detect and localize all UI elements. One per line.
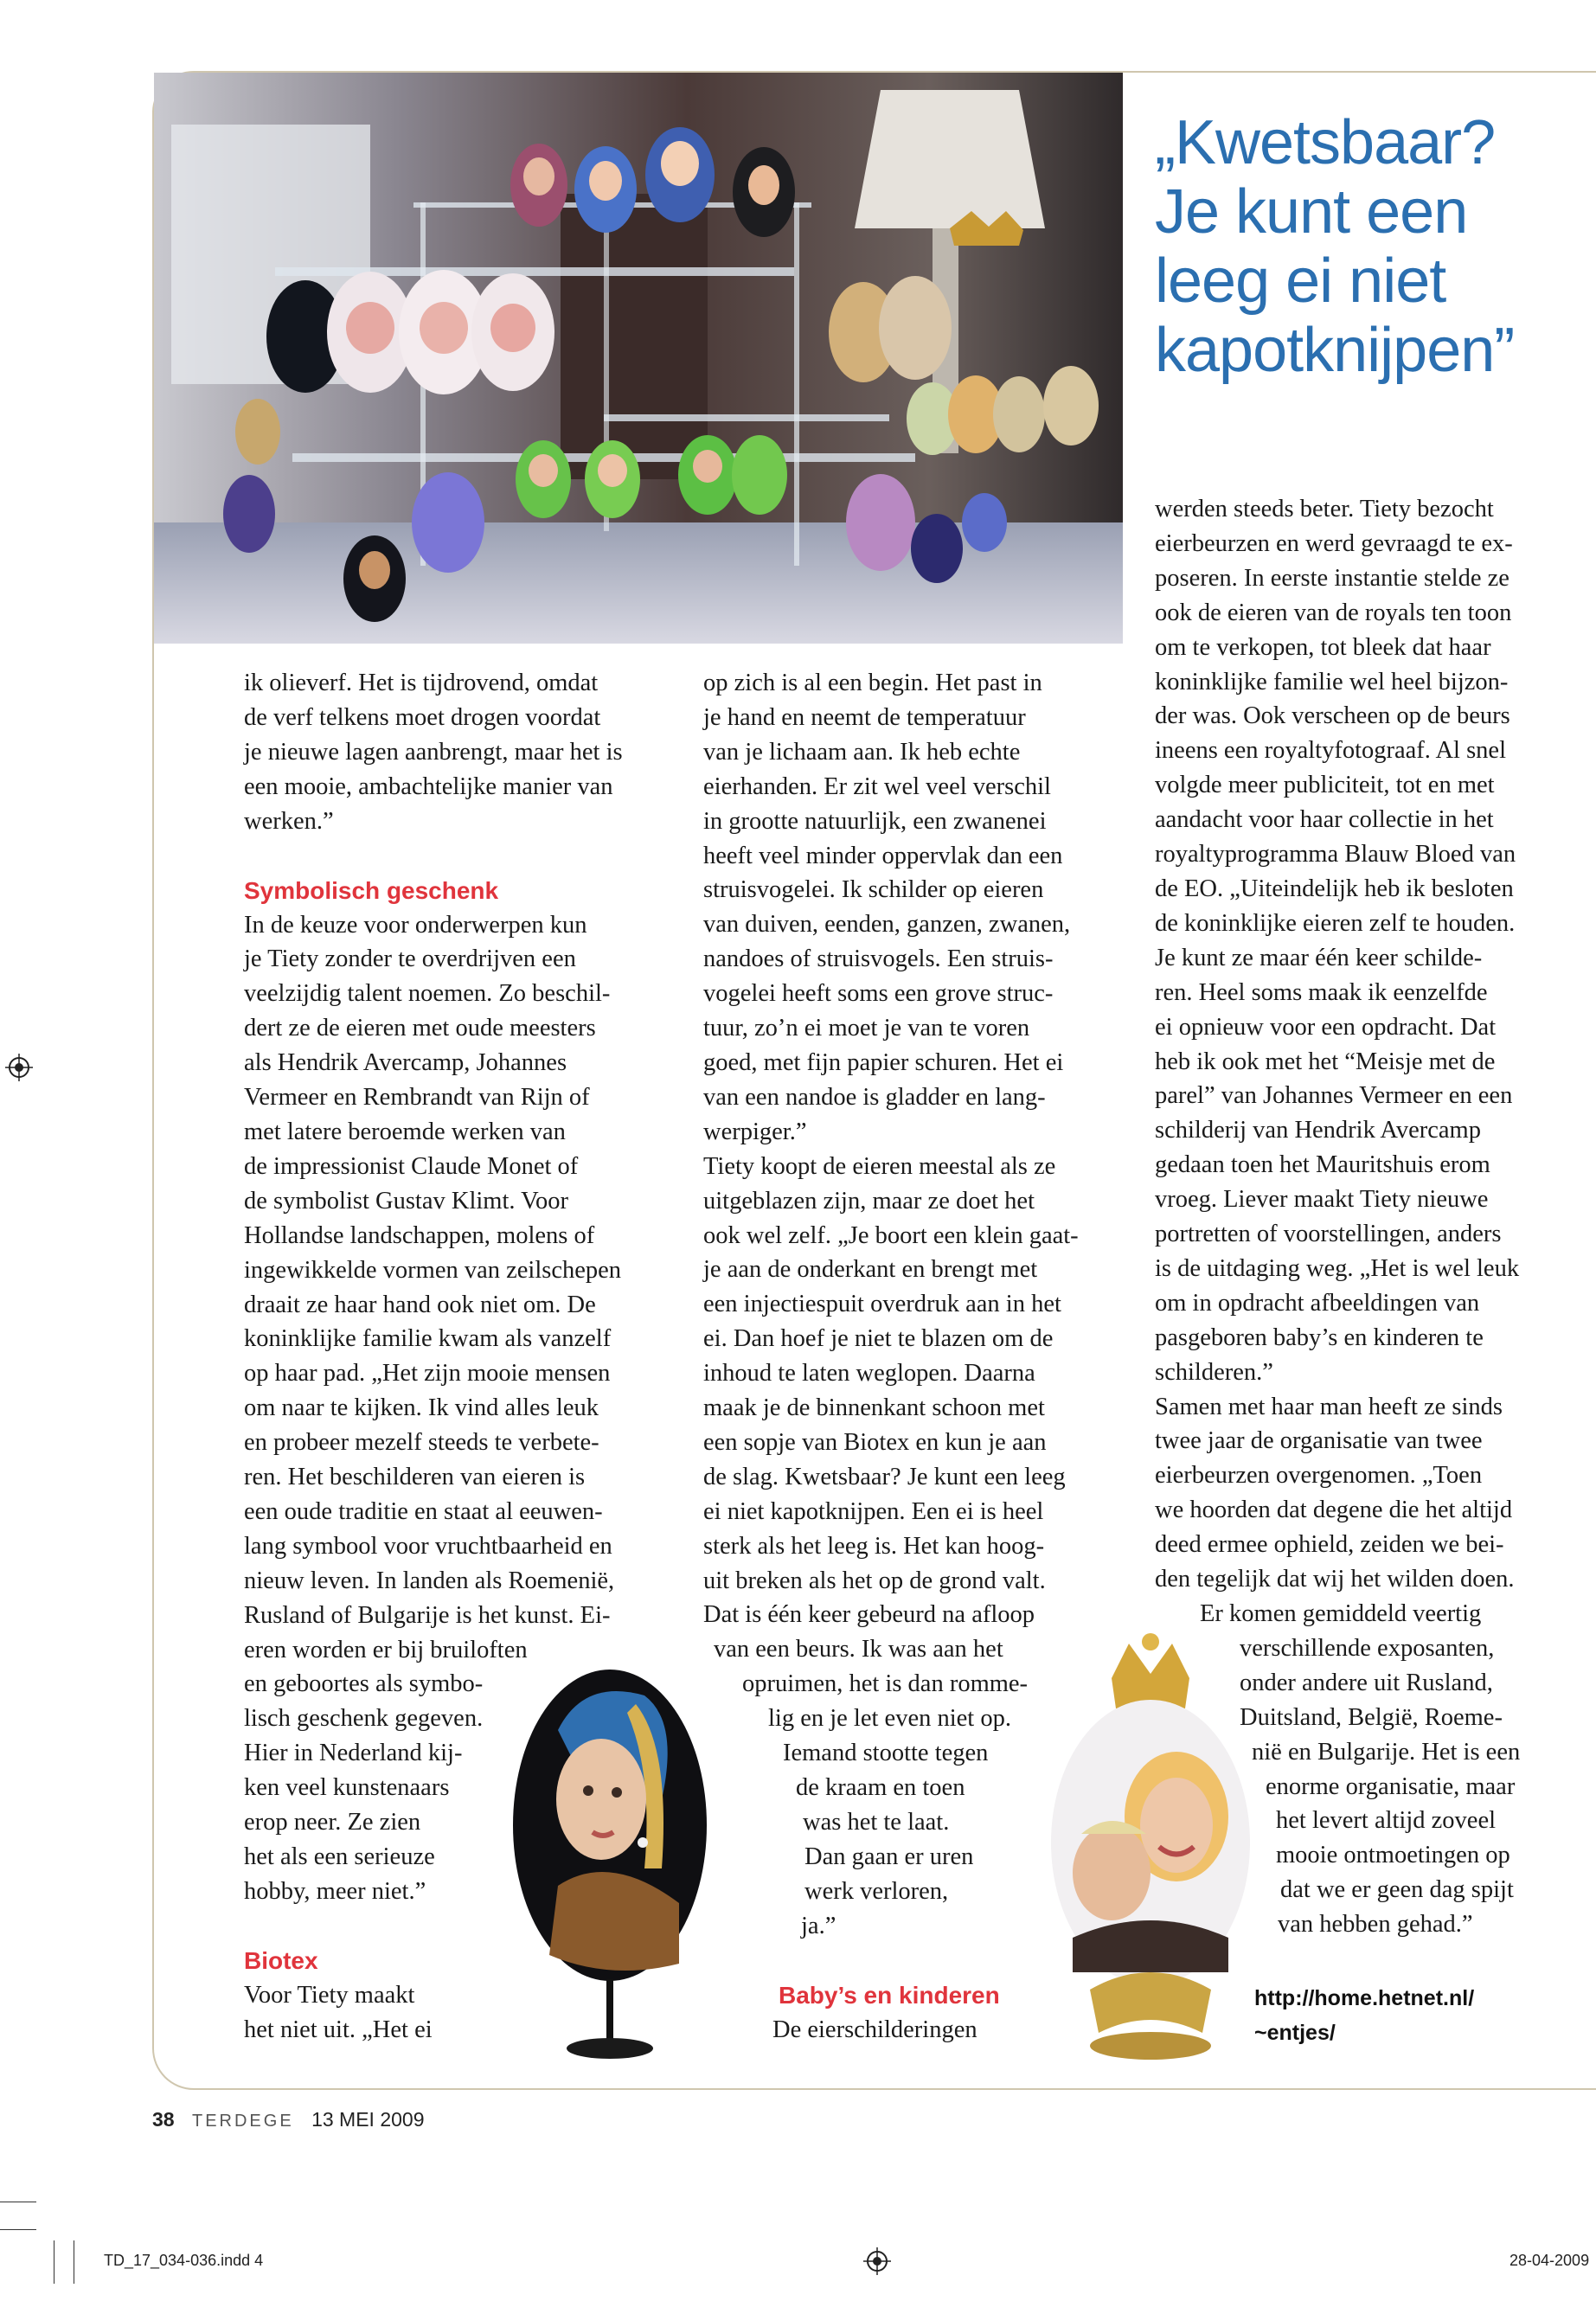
text-line: ei. Dan hoef je niet te blazen om de (703, 1325, 1054, 1353)
text-line: der was. Ook verscheen op de beurs (1155, 702, 1510, 730)
text-line: werden steeds beter. Tiety bezocht (1155, 496, 1494, 522)
text-line: werpiger.” (703, 1118, 807, 1145)
section-heading-babys: Baby’s en kinderen (779, 1981, 1000, 2009)
text-line: je hand en neemt de temperatuur (703, 703, 1026, 731)
text-line: de koninklijke eieren zelf te houden. (1155, 909, 1516, 937)
pull-quote-line: „Kwetsbaar? (1155, 108, 1496, 177)
text-line: inhoud te laten weglopen. Daarna (703, 1360, 1035, 1388)
text-line: portretten of voorstellingen, anders (1155, 1221, 1502, 1248)
text-line: van een nandoe is gladder en lang- (703, 1083, 1046, 1111)
text-line: om naar te kijken. Ik vind alles leuk (244, 1394, 599, 1422)
text-line: werken.” (244, 807, 334, 835)
text-line: ei niet kapotknijpen. Een ei is heel (703, 1497, 1044, 1525)
text-line: mooie ontmoetingen op (1276, 1842, 1510, 1869)
text-line: onder andere uit Rusland, (1240, 1669, 1493, 1696)
text-line: hobby, meer niet.” (244, 1877, 426, 1905)
text-line: schilderen.” (1155, 1358, 1273, 1386)
text-line: ineens een royaltyfotograaf. Al snel (1155, 737, 1506, 765)
text-line: nië en Bulgarije. Het is een (1252, 1738, 1521, 1766)
text-line: uitgeblazen zijn, maar ze doet het (703, 1187, 1035, 1215)
text-line: het niet uit. „Het ei (244, 2016, 433, 2043)
text-line: goed, met fijn papier schuren. Het ei (703, 1048, 1064, 1076)
pull-quote-line: Je kunt een (1155, 177, 1468, 247)
text-line: Dan gaan er uren (804, 1843, 974, 1870)
text-line: parel” van Johannes Vermeer en een (1155, 1082, 1513, 1110)
text-line: we hoorden dat degene die het altijd (1155, 1497, 1513, 1524)
vermeer-egg-image (506, 1626, 714, 2080)
text-line: ook de eieren van de royals ten toon (1155, 599, 1512, 626)
text-line: ren. Heel soms maak ik eenzelfde (1155, 978, 1488, 1006)
text-line: gedaan toen het Mauritshuis erom (1155, 1151, 1490, 1179)
pull-quote-line: leeg ei niet (1155, 247, 1446, 316)
text-line: van je lichaam aan. Ik heb echte (703, 738, 1021, 766)
text-line: koninklijke familie kwam als vanzelf (244, 1325, 612, 1353)
text-line: om in opdracht afbeeldingen van (1155, 1289, 1480, 1317)
text-line: draait ze haar hand ook niet om. De (244, 1291, 596, 1318)
issue-date: 13 MEI 2009 (311, 2108, 425, 2131)
text-line: Vermeer en Rembrandt van Rijn of (244, 1084, 590, 1112)
text-line: van duiven, eenden, ganzen, zwanen, (703, 911, 1071, 939)
registration-mark-icon (5, 1054, 33, 1086)
text-line: enorme organisatie, maar (1266, 1772, 1516, 1800)
text-line: ken veel kunstenaars (244, 1774, 450, 1802)
pull-quote-line: kapotknijpen” (1155, 316, 1515, 385)
text-line: den tegelijk dat wij het wilden doen. (1155, 1566, 1515, 1593)
text-line: Tiety koopt de eieren meestal als ze (703, 1152, 1056, 1180)
text-line: volgde meer publiciteit, tot en met (1155, 772, 1495, 799)
section-heading-biotex: Biotex (244, 1946, 318, 1974)
text-line: Duitsland, België, Roeme- (1240, 1703, 1503, 1731)
print-slug-file: TD_17_034-036.indd 4 (104, 2252, 264, 2269)
text-line: de slag. Kwetsbaar? Je kunt een leeg (703, 1463, 1066, 1490)
website-link[interactable] (1254, 1981, 1474, 2050)
text-line: de EO. „Uiteindelijk heb ik besloten (1155, 875, 1514, 902)
text-line: en geboortes als symbo- (244, 1670, 484, 1698)
text-line: eierhanden. Er zit wel veel verschil (703, 772, 1051, 800)
text-line: ei opnieuw voor een opdracht. Dat (1155, 1013, 1497, 1041)
text-line: van een beurs. Ik was aan het (714, 1636, 1003, 1663)
text-line: sterk als het leeg is. Het kan hoog- (703, 1532, 1045, 1560)
text-line: van hebben gehad.” (1278, 1911, 1473, 1939)
text-line: het als een serieuze (244, 1843, 435, 1870)
text-line: poseren. In eerste instantie stelde ze (1155, 564, 1509, 592)
text-line: heb ik ook met het “Meisje met de (1155, 1048, 1496, 1075)
page-number: 38 (152, 2108, 175, 2131)
text-line: ja.” (801, 1912, 836, 1939)
text-line: lang symbool voor vruchtbaarheid en (244, 1532, 612, 1560)
text-line: op haar pad. „Het zijn mooie mensen (244, 1360, 611, 1388)
text-line: Je kunt ze maar één keer schilde- (1155, 944, 1483, 971)
text-line: heeft veel minder oppervlak dan een (703, 842, 1063, 869)
text-line: twee jaar de organisatie van twee (1155, 1427, 1483, 1455)
royal-egg-image (1029, 1626, 1272, 2072)
text-line: In de keuze voor onderwerpen kun (244, 911, 587, 939)
text-line: eierbeurzen overgenomen. „Toen (1155, 1462, 1483, 1490)
text-line: je Tiety zonder te overdrijven een (244, 945, 576, 973)
print-slug-date: 28-04-2009 (1509, 2252, 1590, 2269)
text-line: Rusland of Bulgarije is het kunst. Ei- (244, 1601, 611, 1629)
text-line: Voor Tiety maakt (244, 1981, 415, 2009)
text-line: Iemand stootte tegen (783, 1740, 989, 1767)
text-line: aandacht voor haar collectie in het (1155, 806, 1494, 834)
pull-quote (1155, 108, 1570, 385)
section-heading-symbolisch: Symbolisch geschenk (244, 876, 499, 904)
text-line: eren worden er bij bruiloften (244, 1636, 528, 1663)
text-line: eierbeurzen en werd gevraagd te ex- (1155, 529, 1513, 557)
text-line: opruimen, het is dan romme- (742, 1670, 1029, 1698)
text-line: de kraam en toen (796, 1774, 965, 1801)
text-line: als Hendrik Avercamp, Johannes (244, 1049, 567, 1077)
url-line: http://home.hetnet.nl/ (1254, 1986, 1475, 2010)
intro-paragraph (244, 666, 694, 839)
folio (152, 2108, 424, 2131)
text-line: lisch geschenk gegeven. (244, 1705, 484, 1733)
text-line: je aan de onderkant en brengt met (703, 1256, 1038, 1284)
crop-mark (0, 2229, 36, 2230)
text-line: nieuw leven. In landen als Roemenië, (244, 1567, 615, 1594)
text-line: koninklijke familie wel heel bijzon- (1155, 668, 1509, 695)
text-line: schilderij van Hendrik Avercamp (1155, 1117, 1481, 1144)
text-line: nandoes of struisvogels. Een struis- (703, 945, 1054, 973)
text-line: een oude traditie en staat al eeuwen- (244, 1497, 603, 1525)
text-line: is de uitdaging weg. „Het is wel leuk (1155, 1254, 1520, 1282)
text-line: op zich is al een begin. Het past in (703, 670, 1042, 696)
text-line: een mooie, ambachtelijke manier van (244, 772, 613, 800)
text-line: tuur, zo’n ei moet je van te voren (703, 1015, 1030, 1042)
text-line: royaltyprogramma Blauw Bloed van (1155, 841, 1516, 868)
text-line: was het te laat. (803, 1808, 950, 1836)
text-line: ingewikkelde vormen van zeilschepen (244, 1256, 622, 1284)
text-line: Hier in Nederland kij- (244, 1740, 463, 1767)
text-line: De eierschilderingen (772, 2016, 977, 2043)
text-line: uit breken als het op de grond valt. (703, 1567, 1046, 1594)
text-line: en probeer mezelf steeds te verbete- (244, 1429, 599, 1457)
url-line: ~entjes/ (1254, 2021, 1336, 2045)
text-line: Dat is één keer gebeurd na afloop (703, 1601, 1035, 1629)
text-line: lig en je let even niet op. (768, 1705, 1011, 1733)
text-line: een sopje van Biotex en kun je aan (703, 1428, 1047, 1456)
text-line: in grootte natuurlijk, een zwanenei (703, 807, 1047, 835)
text-line: ook wel zelf. „Je boort een klein gaat- (703, 1221, 1079, 1249)
magazine-name: TERDEGE (191, 2112, 294, 2131)
text-line: de symbolist Gustav Klimt. Voor (244, 1187, 569, 1215)
text-line: struisvogelei. Ik schilder op eieren (703, 876, 1044, 904)
text-line: erop neer. Ze zien (244, 1809, 421, 1836)
text-line: vroeg. Liever maakt Tiety nieuwe (1155, 1186, 1489, 1214)
text-line: dert ze de eieren met oude meesters (244, 1015, 596, 1042)
egg-display-photo (154, 73, 1123, 644)
text-line: met latere beroemde werken van (244, 1118, 566, 1145)
text-line: veelzijdig talent noemen. Zo beschil- (244, 980, 611, 1008)
text-line: een injectiespuit overdruk aan in het (703, 1291, 1061, 1318)
text-line: de verf telkens moet drogen voordat (244, 703, 601, 731)
text-line: om te verkopen, tot bleek dat haar (1155, 633, 1491, 661)
text-line: Samen met haar man heeft ze sinds (1155, 1393, 1503, 1420)
text-line: verschillende exposanten, (1240, 1634, 1495, 1662)
text-line: werk verloren, (804, 1877, 949, 1905)
text-line: deed ermee ophield, zeiden we bei- (1155, 1531, 1504, 1559)
text-line: het levert altijd zoveel (1276, 1807, 1497, 1835)
registration-mark-icon (863, 2247, 891, 2279)
text-line: ren. Het beschilderen van eieren is (244, 1464, 586, 1491)
text-line: dat we er geen dag spijt (1280, 1876, 1514, 1904)
text-line: je nieuwe lagen aanbrengt, maar het is (244, 738, 623, 766)
text-line: de impressionist Claude Monet of (244, 1152, 579, 1180)
text-line: ik olieverf. Het is tijdrovend, omdat (244, 670, 599, 696)
text-line: pasgeboren baby’s en kinderen te (1155, 1324, 1484, 1351)
text-line: Er komen gemiddeld veertig (1200, 1600, 1482, 1627)
text-line: vogelei heeft soms een grove struc- (703, 980, 1054, 1008)
text-line: Hollandse landschappen, molens of (244, 1221, 595, 1249)
text-line: maak je de binnenkant schoon met (703, 1394, 1045, 1422)
